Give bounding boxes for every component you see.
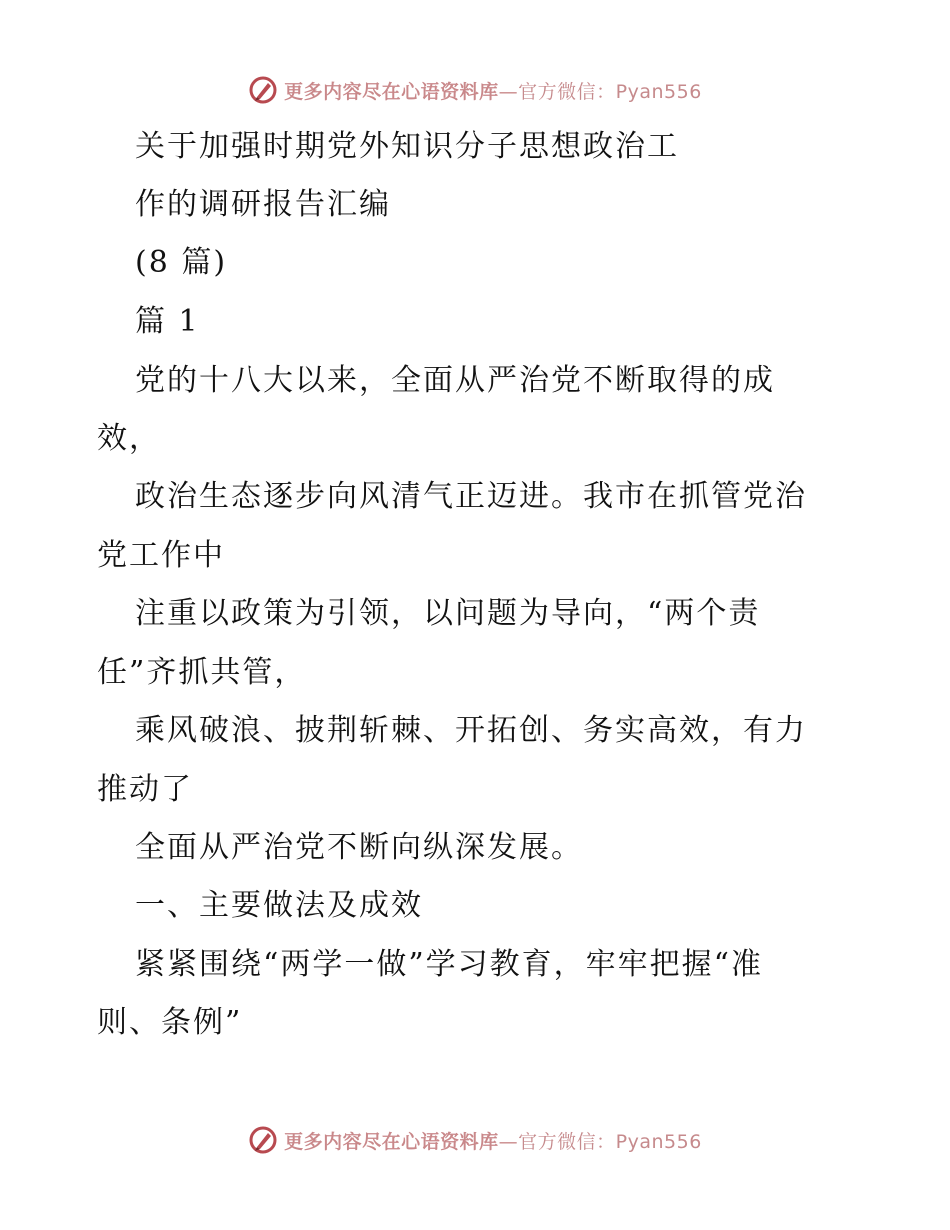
- watermark-content: [248, 75, 702, 105]
- watermark-text: 更多内容尽在心语资料库—官方微信：Pyan556: [284, 1130, 702, 1153]
- paragraph-line: 任”齐抓共管，: [97, 655, 307, 690]
- paragraph-line: 效，: [97, 421, 161, 456]
- paragraph-line: 全面从严治党不断向纵深发展。: [135, 830, 583, 865]
- document-title-line-2: 作的调研报告汇编: [135, 187, 391, 222]
- pen-logo-icon: [248, 75, 278, 105]
- document-count: (8 篇): [135, 245, 228, 280]
- pen-logo-icon: [248, 1125, 278, 1155]
- paragraph-line: 政治生态逐步向风清气正迈进。我市在抓管党治: [135, 479, 807, 514]
- paragraph-line: 则、条例”: [97, 1005, 243, 1040]
- paragraph-line: 党工作中: [97, 538, 225, 573]
- subsection-heading: 一、主要做法及成效: [135, 888, 423, 923]
- paragraph-line: 注重以政策为引领，以问题为导向，“两个责: [135, 596, 761, 631]
- paragraph-line: 紧紧围绕“两学一做”学习教育，牢牢把握“准: [135, 947, 764, 982]
- watermark-banner-top: [0, 70, 950, 110]
- document-title-line-1: 关于加强时期党外知识分子思想政治工: [135, 129, 679, 164]
- paragraph-line: 乘风破浪、披荆斩棘、开拓创、务实高效，有力: [135, 713, 807, 748]
- watermark-content: [248, 1125, 702, 1155]
- watermark-banner-bottom: [0, 1120, 950, 1160]
- watermark-text: 更多内容尽在心语资料库—官方微信：Pyan556: [284, 80, 702, 103]
- paragraph-line: 党的十八大以来，全面从严治党不断取得的成: [135, 363, 775, 398]
- paragraph-line: 推动了: [97, 772, 193, 807]
- section-heading: 篇 1: [135, 304, 200, 339]
